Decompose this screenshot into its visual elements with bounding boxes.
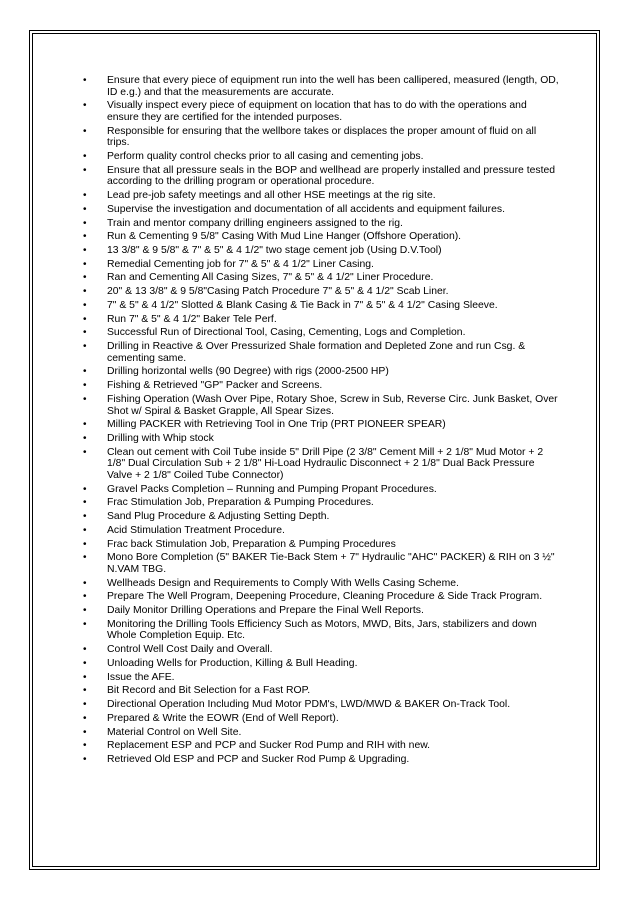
bullet-icon: • <box>83 393 87 405</box>
bullet-icon: • <box>83 327 87 339</box>
list-item-text: Replacement ESP and PCP and Sucker Rod Pump and RIH with new. <box>107 740 431 752</box>
list-item-text: Bit Record and Bit Selection for a Fast ROP. <box>107 685 311 697</box>
list-item <box>79 231 559 243</box>
list-item <box>79 433 559 445</box>
list-item-text: Run & Cementing 9 5/8" Casing With Mud Line Hanger (Offshore Operation). <box>107 231 462 243</box>
bullet-icon: • <box>83 657 87 669</box>
bullet-icon: • <box>83 605 87 617</box>
list-item-text: Prepare The Well Program, Deepening Procedure, Cleaning Procedure & Side Track Program. <box>107 591 543 603</box>
list-item-text: Visually inspect every piece of equipment on location that has to do with the operations and ensure they are certified for the intended purposes. <box>107 100 527 123</box>
bullet-icon: • <box>83 671 87 683</box>
list-item-text: Drilling horizontal wells (90 Degree) with rigs (2000-2500 HP) <box>107 366 389 378</box>
bullet-icon: • <box>83 699 87 711</box>
list-item-text: Milling PACKER with Retrieving Tool in One Trip (PRT PIONEER SPEAR) <box>107 419 446 431</box>
list-item-text: Drilling with Whip stock <box>107 432 214 444</box>
list-item-text: Frac back Stimulation Job, Preparation & Pumping Procedures <box>107 538 396 550</box>
bullet-icon: • <box>83 577 87 589</box>
list-item <box>79 126 559 149</box>
list-item-text: 13 3/8" & 9 5/8" & 7" & 5" & 4 1/2" two stage cement job (Using D.V.Tool) <box>107 244 442 256</box>
bullet-icon: • <box>83 740 87 752</box>
bullet-icon: • <box>83 231 87 243</box>
bullet-icon: • <box>83 380 87 392</box>
list-item <box>79 151 559 163</box>
bullet-icon: • <box>83 190 87 202</box>
list-item <box>79 314 559 326</box>
list-item <box>79 539 559 551</box>
bullet-icon: • <box>83 685 87 697</box>
bullet-icon: • <box>83 313 87 325</box>
list-item-text: Unloading Wells for Production, Killing & Bull Heading. <box>107 657 358 669</box>
list-item <box>79 578 559 590</box>
list-item-text: Clean out cement with Coil Tube inside 5" Drill Pipe (2 3/8" Cement Mill + 2 1/8" Mud Motor + 2 1/8" Dual Circulation Sub + 2 1/8" Hi-Load Hydraulic Disconnect + 2 1/8" Dual Back Pressure Valve + 2 1/8" Coiled Tube Connector) <box>107 446 544 481</box>
bullet-icon: • <box>83 552 87 564</box>
list-item-text: Wellheads Design and Requirements to Comply With Wells Casing Scheme. <box>107 577 459 589</box>
bullet-icon: • <box>83 712 87 724</box>
list-item <box>79 605 559 617</box>
list-item-text: Monitoring the Drilling Tools Efficiency Such as Motors, MWD, Bits, Jars, stabilizers and down Whole Completion Equip. Etc. <box>107 618 537 642</box>
bullet-icon: • <box>83 644 87 656</box>
list-item <box>79 419 559 431</box>
list-item-text: Fishing & Retrieved "GP" Packer and Screens. <box>107 380 323 392</box>
list-item-text: Sand Plug Procedure & Adjusting Setting Depth. <box>107 511 330 523</box>
bullet-icon: • <box>83 75 87 86</box>
bullet-icon: • <box>83 538 87 550</box>
list-item <box>79 685 559 697</box>
bullet-icon: • <box>83 203 87 215</box>
list-item <box>79 447 559 482</box>
list-item-text: Prepared & Write the EOWR (End of Well Report). <box>107 712 339 724</box>
list-item-text: Retrieved Old ESP and PCP and Sucker Rod Pump & Upgrading. <box>107 754 410 766</box>
bullet-icon: • <box>83 258 87 270</box>
list-item-text: Train and mentor company drilling engineers assigned to the rig. <box>107 217 403 229</box>
list-item <box>79 380 559 392</box>
list-item-text: 7" & 5" & 4 1/2" Slotted & Blank Casing & Tie Back in 7" & 5" & 4 1/2" Casing Sleeve. <box>107 299 498 311</box>
list-item <box>79 497 559 509</box>
list-item <box>79 100 559 123</box>
list-item <box>79 272 559 284</box>
list-item <box>79 259 559 271</box>
list-item-text: Run 7" & 5" & 4 1/2" Baker Tele Perf. <box>107 313 277 325</box>
list-item <box>79 286 559 298</box>
list-item-text: Lead pre-job safety meetings and all other HSE meetings at the rig site. <box>107 190 436 202</box>
bullet-icon: • <box>83 726 87 738</box>
list-item-text: Frac Stimulation Job, Preparation & Pumping Procedures. <box>107 497 374 509</box>
list-item <box>79 75 559 98</box>
list-item <box>79 591 559 603</box>
list-item <box>79 552 559 575</box>
list-item <box>79 165 559 188</box>
bullet-icon: • <box>83 100 87 112</box>
list-item <box>79 300 559 312</box>
list-item-text: Issue the AFE. <box>107 671 175 683</box>
bullet-icon: • <box>83 244 87 256</box>
bullet-icon: • <box>83 419 87 431</box>
bullet-icon: • <box>83 432 87 444</box>
list-item-text: 20" & 13 3/8" & 9 5/8"Casing Patch Procedure 7" & 5" & 4 1/2" Scab Liner. <box>107 286 449 298</box>
bullet-icon: • <box>83 446 87 458</box>
bullet-icon: • <box>83 341 87 353</box>
list-item-text: Perform quality control checks prior to all casing and cementing jobs. <box>107 150 424 162</box>
list-item <box>79 341 559 364</box>
bullet-icon: • <box>83 483 87 495</box>
list-item-text: Drilling in Reactive & Over Pressurized Shale formation and Depleted Zone and run Csg. & cementing same. <box>107 341 526 364</box>
list-item-text: Acid Stimulation Treatment Procedure. <box>107 524 285 536</box>
list-item-text: Remedial Cementing job for 7" & 5" & 4 1/2" Liner Casing. <box>107 258 374 270</box>
list-item <box>79 190 559 202</box>
list-item <box>79 525 559 537</box>
bullet-icon: • <box>83 618 87 630</box>
list-item <box>79 713 559 725</box>
list-item <box>79 394 559 417</box>
list-item <box>79 245 559 257</box>
list-item <box>79 327 559 339</box>
bullet-icon: • <box>83 272 87 284</box>
list-item <box>79 699 559 711</box>
list-item-text: Material Control on Well Site. <box>107 726 242 738</box>
bullet-icon: • <box>83 286 87 298</box>
bullet-icon: • <box>83 591 87 603</box>
list-item <box>79 644 559 656</box>
list-item-text: Responsible for ensuring that the wellbore takes or displaces the proper amount of fluid on all trips. <box>107 125 537 149</box>
bullet-icon: • <box>83 299 87 311</box>
list-item <box>79 619 559 642</box>
list-item-text: Successful Run of Directional Tool, Casing, Cementing, Logs and Completion. <box>107 327 466 339</box>
bullet-icon: • <box>83 125 87 137</box>
list-item-text: Daily Monitor Drilling Operations and Prepare the Final Well Reports. <box>107 605 424 617</box>
list-item <box>79 218 559 230</box>
list-item <box>79 511 559 523</box>
list-item <box>79 740 559 752</box>
bullet-icon: • <box>83 524 87 536</box>
list-item <box>79 484 559 496</box>
bullet-icon: • <box>83 754 87 766</box>
list-item <box>79 658 559 670</box>
bullet-icon: • <box>83 217 87 229</box>
list-item <box>79 727 559 739</box>
bullet-icon: • <box>83 150 87 162</box>
bullet-icon: • <box>83 366 87 378</box>
bullet-icon: • <box>83 164 87 176</box>
list-item-text: Fishing Operation (Wash Over Pipe, Rotary Shoe, Screw in Sub, Reverse Circ. Junk Basket, Over Shot w/ Spiral & Basket Grapple, All Spear Sizes. <box>107 393 558 417</box>
list-item-text: Gravel Packs Completion – Running and Pumping Propant Procedures. <box>107 483 437 495</box>
list-item <box>79 204 559 216</box>
bullet-icon: • <box>83 497 87 509</box>
list-item-text: Ensure that all pressure seals in the BOP and wellhead are properly installed and pressure tested according to the drilling program or operational procedure. <box>107 164 556 188</box>
responsibilities-list <box>79 75 559 768</box>
list-item-text: Ensure that every piece of equipment run into the well has been callipered, measured (length, OD, ID e.g.) and that the measurements are accurate. <box>107 75 559 98</box>
list-item-text: Directional Operation Including Mud Motor PDM's, LWD/MWD & BAKER On-Track Tool. <box>107 699 511 711</box>
list-item <box>79 366 559 378</box>
list-item-text: Ran and Cementing All Casing Sizes, 7" & 5" & 4 1/2" Liner Procedure. <box>107 272 434 284</box>
list-item-text: Mono Bore Completion (5" BAKER Tie-Back Stem + 7" Hydraulic "AHC" PACKER) & RIH on 3 ½" N.VAM TBG. <box>107 552 555 575</box>
list-item <box>79 672 559 684</box>
list-item-text: Supervise the investigation and documentation of all accidents and equipment failures. <box>107 203 505 215</box>
bullet-icon: • <box>83 511 87 523</box>
list-item-text: Control Well Cost Daily and Overall. <box>107 644 273 656</box>
list-item <box>79 754 559 766</box>
